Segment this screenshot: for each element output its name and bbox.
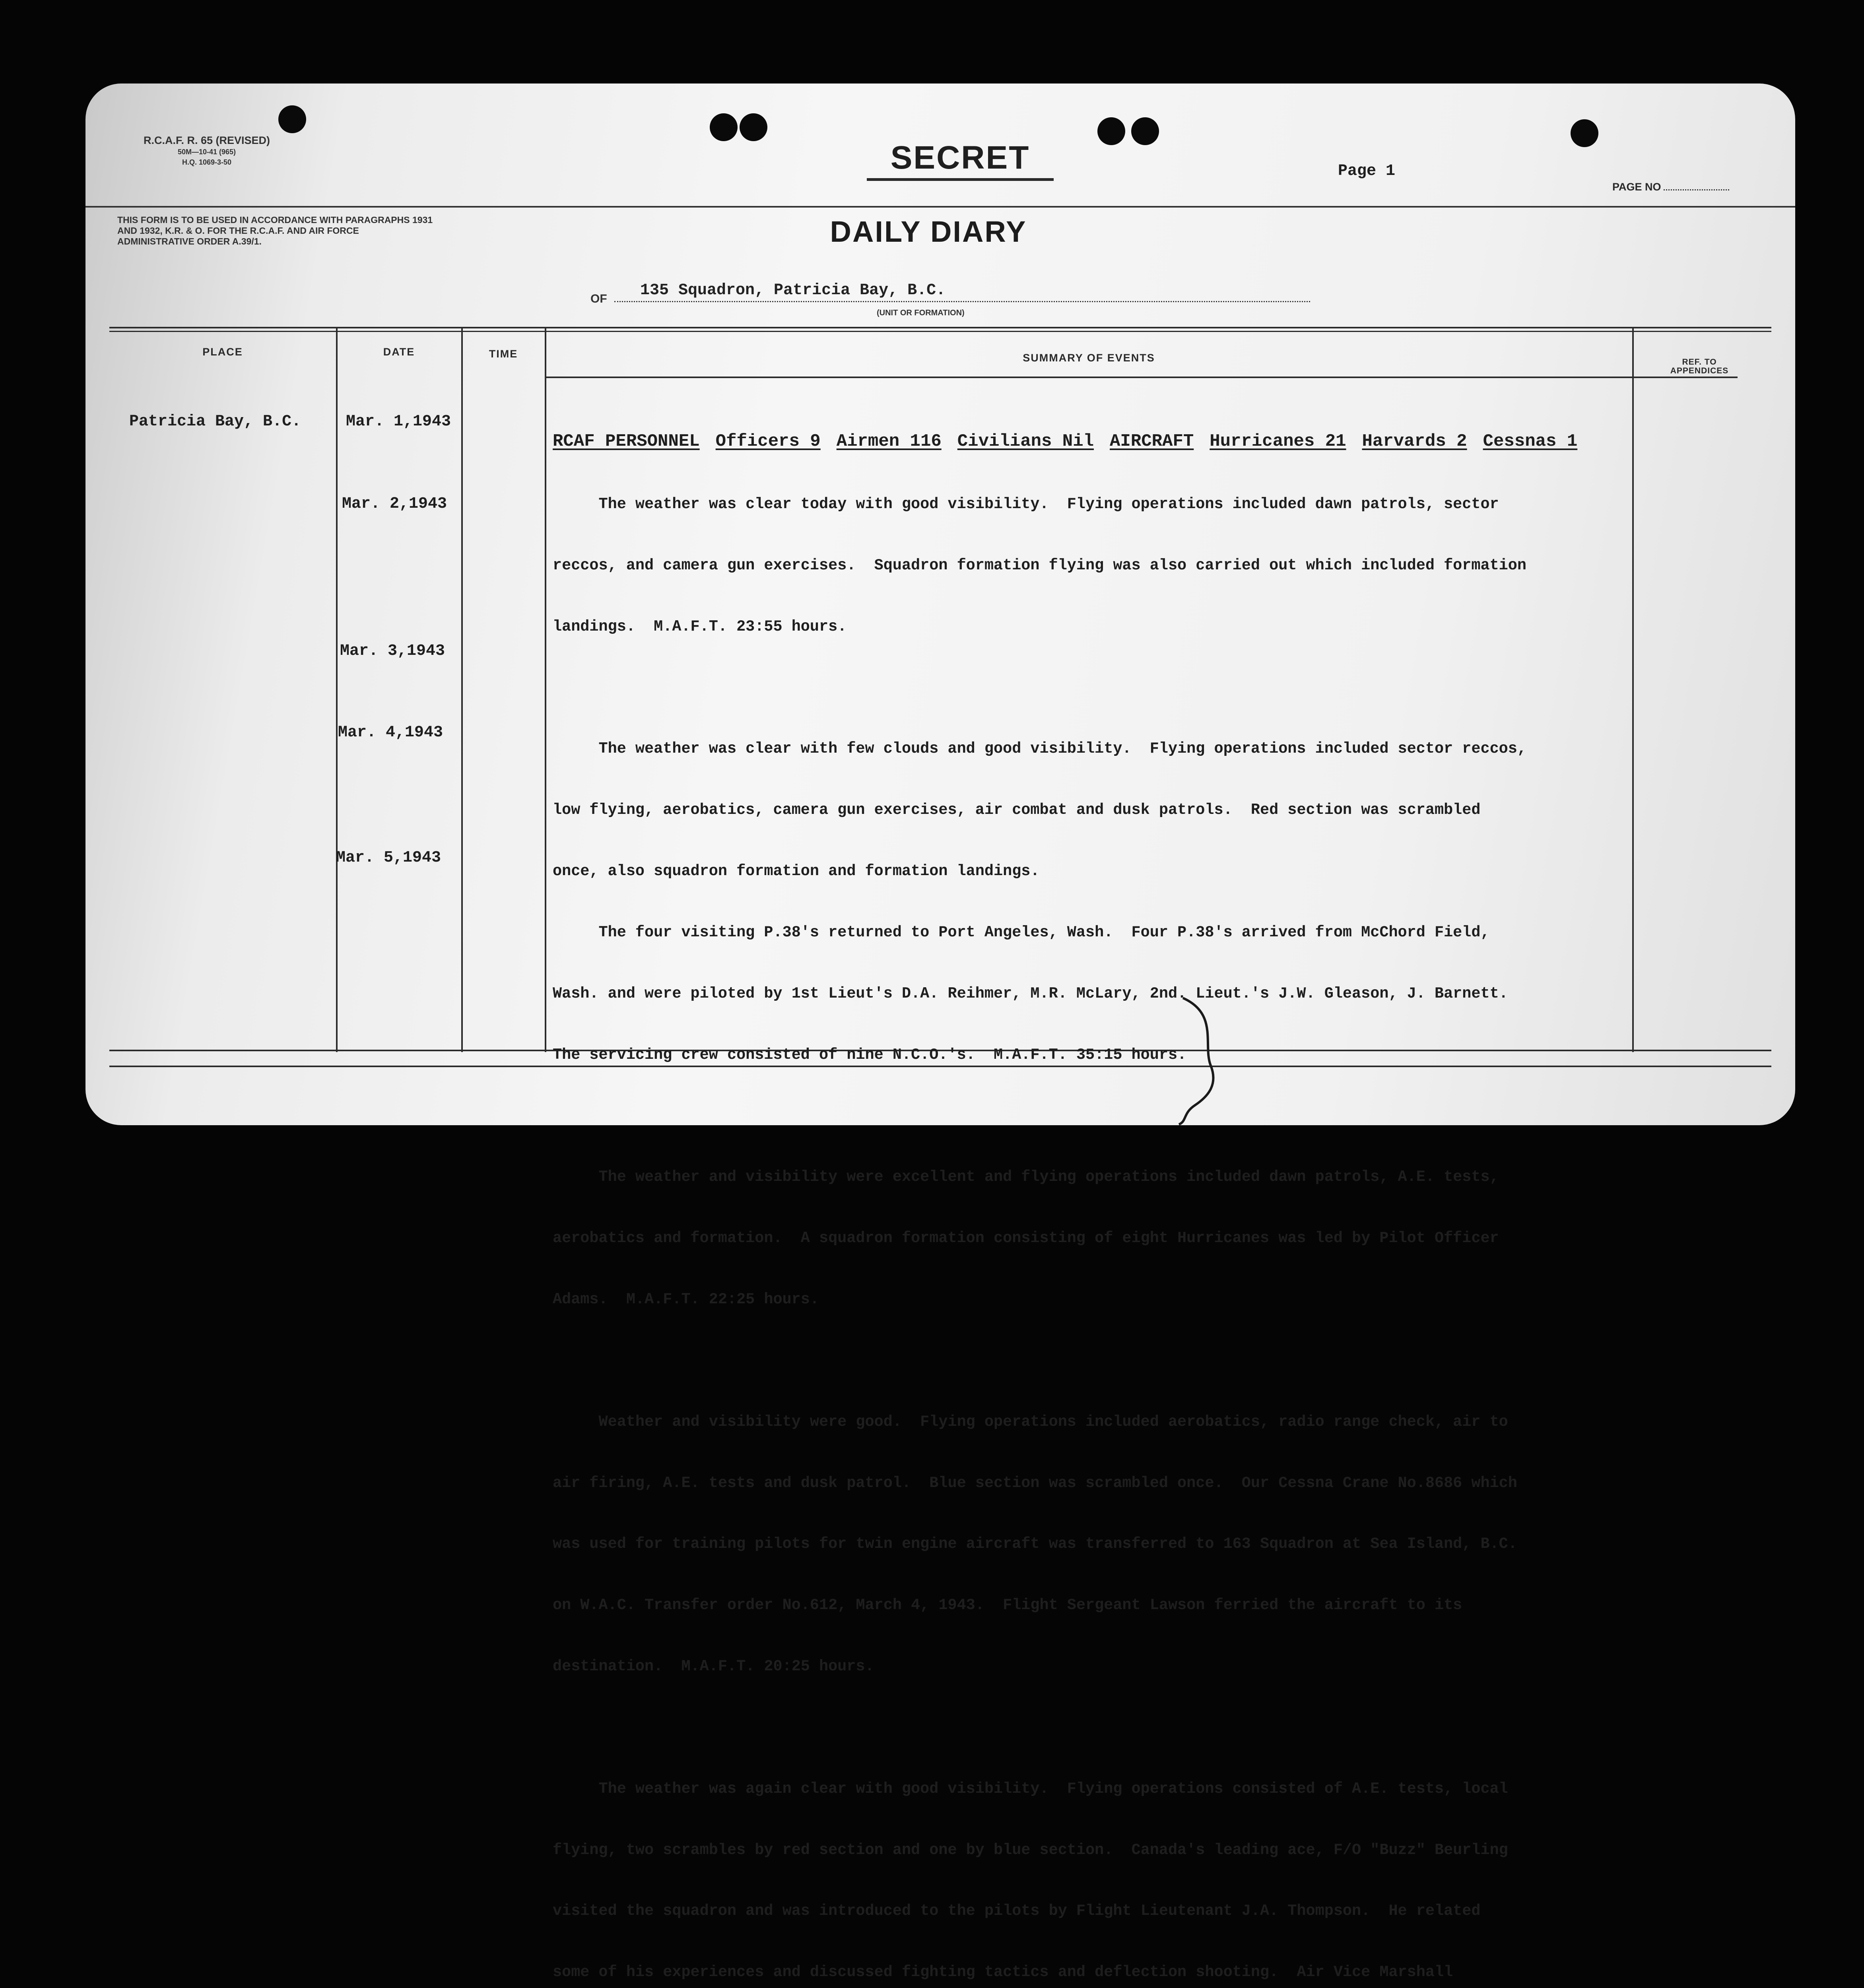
strength-item: Airmen 116: [836, 431, 942, 452]
entry-line: air firing, A.E. tests and dusk patrol. Blue section was scrambled once. Our Cessna Crane No.8686 which: [553, 1474, 1517, 1492]
classification-underline: [867, 178, 1054, 181]
summary-of-events: [553, 387, 1577, 1988]
entry-line: some of his experiences and discussed fighting tactics and deflection shooting. Air Vice Marshall: [553, 1963, 1453, 1981]
strength-item: Harvards 2: [1362, 431, 1467, 452]
col-head-summary: SUMMARY OF EVENTS: [1023, 352, 1155, 364]
entry-line: Adams. M.A.F.T. 22:25 hours.: [553, 1291, 819, 1309]
date-entry: Mar. 4,1943: [338, 724, 443, 742]
unit-field: [614, 282, 1310, 302]
entry-line: The weather and visibility were excellent and flying operations included dawn patrols, A.E. tests,: [553, 1168, 1499, 1186]
page-no-blank: [1664, 182, 1729, 190]
of-label: OF: [590, 292, 607, 305]
col-head-place: PLACE: [202, 346, 243, 358]
page-no-field: [1612, 181, 1729, 193]
entry-line: once, also squadron formation and formation landings.: [553, 862, 1040, 880]
entry-line: visited the squadron and was introduced to the pilots by Flight Lieutenant J.A. Thompson. He related: [553, 1902, 1481, 1920]
punch-hole: [1131, 117, 1159, 145]
entry-line: was used for training pilots for twin engine aircraft was transferred to 163 Squadron at Sea Island, B.C.: [553, 1535, 1517, 1553]
col-divider-summary: [1632, 328, 1634, 1052]
date-entry: Mar. 2,1943: [342, 495, 447, 513]
col-head-date: DATE: [383, 346, 415, 358]
strength-item: Cessnas 1: [1483, 431, 1578, 452]
entry-line: low flying, aerobatics, camera gun exercises, air combat and dusk patrols. Red section was scrambled: [553, 801, 1481, 819]
col-divider-time: [545, 328, 546, 1052]
form-id-line3: H.Q. 1069-3-50: [182, 158, 232, 166]
col-divider-date: [461, 328, 463, 1052]
col-head-ref-line2: APPENDICES: [1670, 366, 1729, 375]
table-top-rule-inner: [109, 331, 1771, 332]
form-title: DAILY DIARY: [830, 215, 1027, 248]
table-header-rule: [545, 377, 1738, 378]
punch-hole: [1097, 117, 1125, 145]
punch-hole: [710, 113, 738, 141]
punch-hole: [1571, 119, 1598, 147]
col-head-ref-line1: REF. TO: [1682, 357, 1717, 367]
diary-card: [85, 83, 1795, 1981]
usage-note: THIS FORM IS TO BE USED IN ACCORDANCE WITH PARAGRAPHS 1931 AND 1932, K.R. & O. FOR THE R.C.A.F. AND AIR FORCE ADMINISTRATIVE ORDER A.39/1.: [117, 215, 433, 247]
table-top-rule: [109, 327, 1771, 328]
strength-item: Civilians Nil: [957, 431, 1094, 452]
unit-caption: (UNIT OR FORMATION): [877, 309, 965, 317]
col-head-ref: [1634, 358, 1765, 375]
entry-line: on W.A.C. Transfer order No.612, March 4, 1943. Flight Sergeant Lawson ferried the aircraft to its: [553, 1596, 1462, 1614]
strength-item: Hurricanes 21: [1210, 431, 1346, 452]
strength-header: [553, 428, 1577, 454]
entry-line: The four visiting P.38's returned to Port Angeles, Wash. Four P.38's arrived from McChord Field,: [553, 924, 1490, 942]
entry-line: reccos, and camera gun exercises. Squadron formation flying was also carried out which included formation: [553, 557, 1526, 575]
strength-item: Officers 9: [715, 431, 821, 452]
header-rule: [85, 206, 1795, 208]
strength-item: AIRCRAFT: [1110, 431, 1194, 452]
entry-line: flying, two scrambles by red section and one by blue section. Canada's leading ace, F/O "Buzz" Beurling: [553, 1841, 1508, 1859]
form-identifier: [117, 134, 296, 167]
col-head-time: TIME: [489, 348, 518, 360]
page-no-label: PAGE NO: [1612, 181, 1661, 193]
unit-name: 135 Squadron, Patricia Bay, B.C.: [640, 282, 946, 299]
entry-line: destination. M.A.F.T. 20:25 hours.: [553, 1658, 874, 1675]
page-number-typed: Page 1: [1338, 162, 1396, 180]
date-entry: Mar. 5,1943: [336, 849, 441, 867]
punch-hole: [740, 113, 767, 141]
entry-line: Weather and visibility were good. Flying operations included aerobatics, radio range check, air to: [553, 1413, 1508, 1431]
place-entry: Patricia Bay, B.C.: [129, 413, 301, 431]
entry-line: landings. M.A.F.T. 23:55 hours.: [553, 617, 847, 635]
entry-line: The weather was again clear with good visibility. Flying operations consisted of A.E. tests, local: [553, 1780, 1508, 1798]
entry-line: Wash. and were piloted by 1st Lieut's D.A. Reihmer, M.R. McLary, 2nd. Lieut.'s J.W. Gleason, J. Barnett.: [553, 985, 1508, 1003]
pen-scribble: [1159, 998, 1262, 1125]
date-entry: Mar. 3,1943: [340, 642, 445, 660]
entry-line: The weather was clear with few clouds and good visibility. Flying operations included sector reccos,: [553, 740, 1526, 758]
col-divider-place: [336, 328, 338, 1052]
punch-hole: [278, 105, 306, 133]
date-entry: Mar. 1,1943: [346, 413, 451, 431]
form-id-line1: R.C.A.F. R. 65 (REVISED): [143, 134, 270, 146]
form-id-line2: 50M—10-41 (965): [177, 148, 236, 156]
entry-line: aerobatics and formation. A squadron formation consisting of eight Hurricanes was led by Pilot Officer: [553, 1229, 1499, 1247]
classification-stamp: SECRET: [890, 140, 1030, 176]
entry-line: The servicing crew consisted of nine N.C.O.'s. M.A.F.T. 35:15 hours.: [553, 1046, 1187, 1064]
entry-line: The weather was clear today with good visibility. Flying operations included dawn patrols, sector: [553, 495, 1499, 513]
strength-item: RCAF PERSONNEL: [553, 431, 700, 452]
